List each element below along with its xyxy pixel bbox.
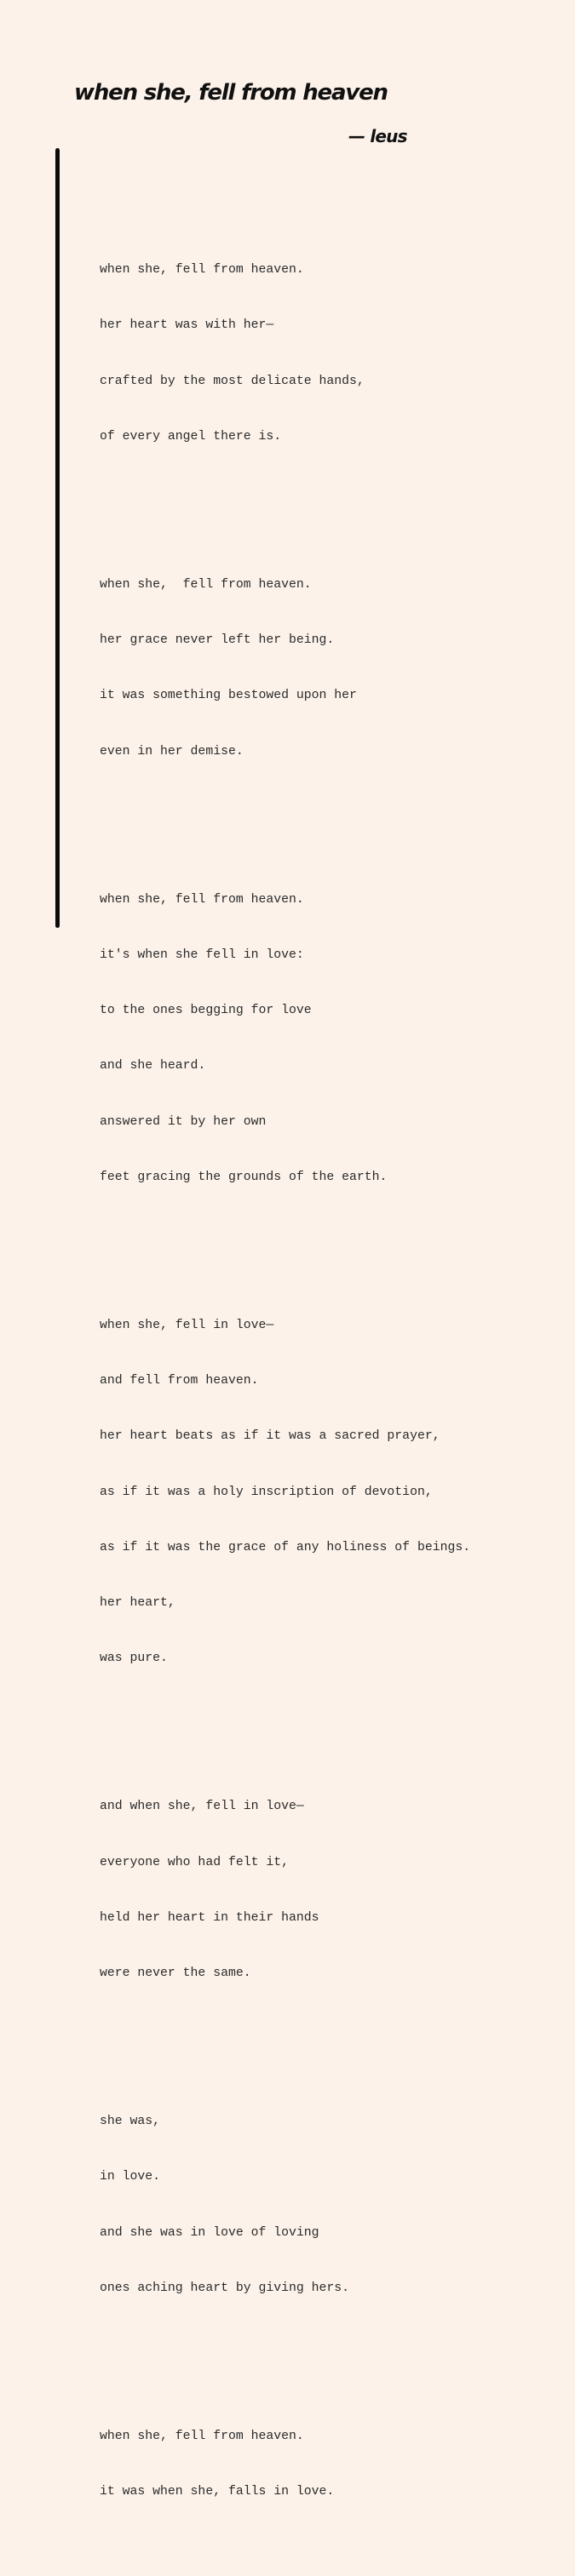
stanza-6 [100,2076,470,2336]
poem-line: when she, fell from heaven. [100,2429,304,2443]
poem-line: to the ones begging for love [100,1004,312,1017]
poem-line: as if it was a holy inscription of devotion, [100,1485,433,1499]
poem-line: when she, fell from heaven. [100,263,304,277]
poem-line: crafted by the most delicate hands, [100,374,365,388]
poem-line: when she, fell from heaven. [100,892,304,907]
poem-title: when she, fell from heaven [74,80,388,106]
poem-line: and she heard. [100,1059,206,1073]
poem-line: in love. [100,2170,161,2184]
poem-line: were never the same. [100,1966,251,1980]
stanza-7 [100,2390,470,2539]
poem-line: her grace never left her being. [100,633,335,647]
poem-line: she was, [100,2115,161,2128]
poem-line: it was when she, falls in love. [100,2485,335,2499]
poem-line: held her heart in their hands [100,1910,319,1925]
stanza-4 [100,1279,470,1705]
poem-line: everyone who had felt it, [100,1855,289,1869]
poem-line: and she was in love of loving [100,2225,319,2240]
poem-body [100,187,470,2576]
stanza-2 [100,539,470,799]
poem-line: feet gracing the grounds of the earth. [100,1170,388,1184]
poem-line: it's when she fell in love: [100,947,304,962]
poem-line: it was something bestowed upon her [100,689,357,703]
poem-line: and fell from heaven. [100,1374,259,1388]
poem-line: her heart, [100,1596,175,1610]
poem-line: her heart was with her— [100,318,274,333]
stanza-5 [100,1761,470,2021]
stanza-1 [100,225,470,484]
poem-line: when she, fell from heaven. [100,577,312,592]
poem-line: when she, fell in love— [100,1318,274,1332]
poem-line: her heart beats as if it was a sacred prayer, [100,1429,440,1444]
poem-line: answered it by her own [100,1114,267,1129]
stanza-3 [100,854,470,1224]
poem-author: — leus [348,126,407,146]
poem-line: as if it was the grace of any holiness of beings. [100,1540,471,1554]
poem-line: of every angel there is. [100,429,282,444]
poem-line: was pure. [100,1652,168,1666]
decorative-vertical-bar [55,148,60,928]
poem-line: and when she, fell in love— [100,1800,304,1814]
poem-line: even in her demise. [100,744,244,758]
poem-line: ones aching heart by giving hers. [100,2281,350,2295]
